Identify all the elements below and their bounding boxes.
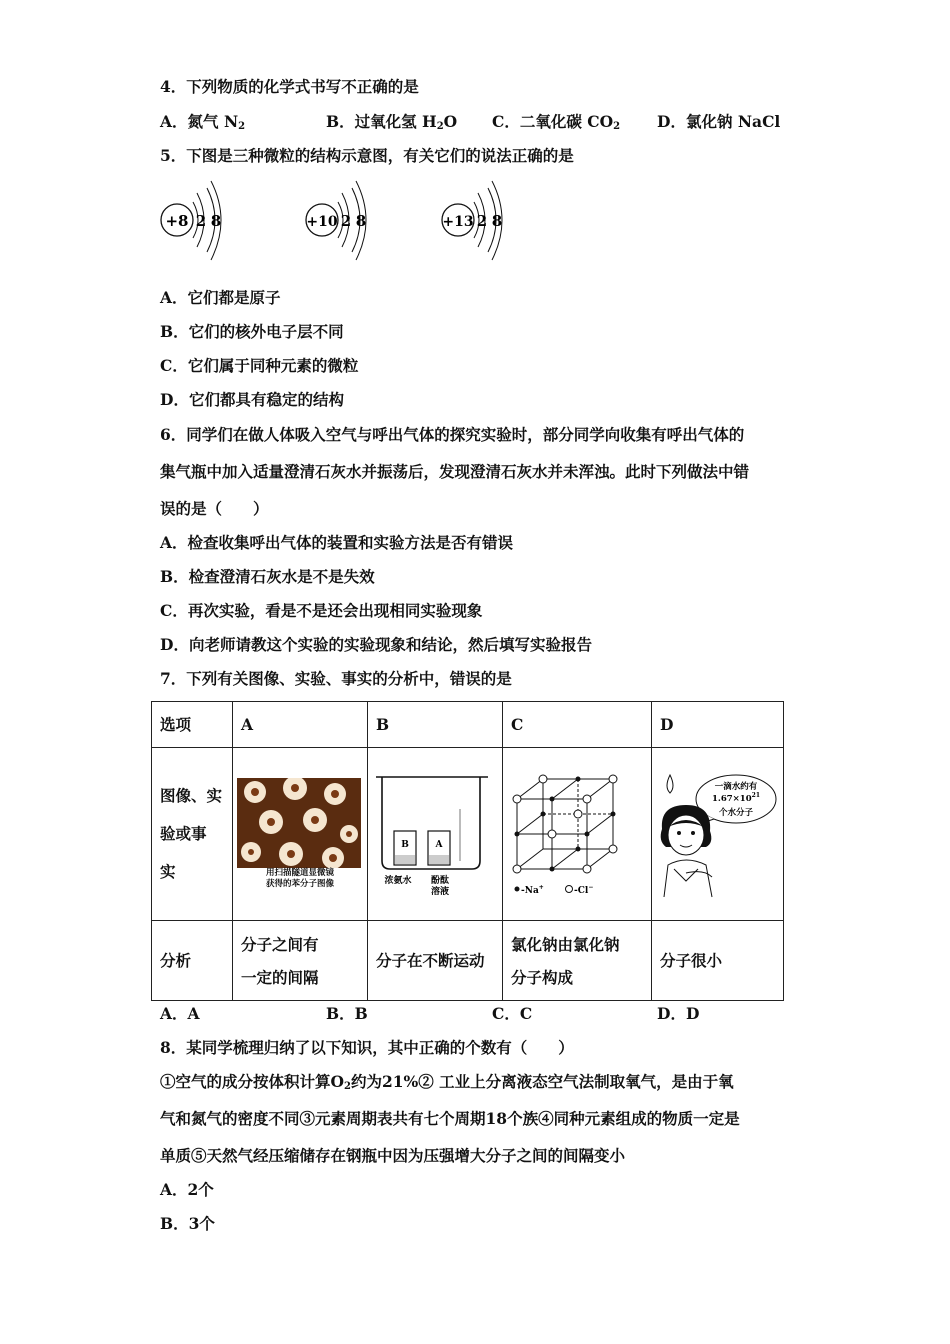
q4-stem: 4．下列物质的化学式书写不正确的是 [160,77,419,96]
q4-option-a: A．氮气 $N_2$ [160,112,246,132]
svg-text:B: B [401,840,409,850]
q6-stem-line-2: 集气瓶中加入适量澄清石灰水并振荡后，发现澄清石灰水并未浑浊。此时下列做法中错 [160,462,750,481]
q6-option-a: A．检查收集呼出气体的装置和实验方法是否有错误 [160,533,514,552]
q8-option-a: A．2个 [160,1180,214,1199]
q8-option-b: B．3个 [160,1214,215,1233]
q7-option-c: C．C [492,1004,533,1023]
q7-analysis-row [152,921,784,1001]
q5-option-a: A．它们都是原子 [160,288,281,307]
q7-header-row [152,702,784,748]
analysis-a-line-2: 一定的间隔 [241,967,319,987]
ammonia-diffusion-apparatus [372,769,498,899]
header-b: B [368,702,503,748]
svg-text:1.67×1021: $1.67\times 10^{21}$ [711,792,761,804]
q6-option-b: B．检查澄清石灰水是不是失效 [160,567,375,586]
q5-option-b: B．它们的核外电子层不同 [160,322,344,341]
analysis-label: 分析 [152,921,233,1001]
svg-text:+10: +10 [306,214,338,230]
analysis-c-line-2: 分子构成 [511,967,574,987]
atom-diagram-3 [436,176,526,266]
q5-stem: 5．下图是三种微粒的结构示意图，有关它们的说法正确的是 [160,146,574,165]
analysis-d-line-1: 分子很小 [660,951,723,970]
q7-figure-row [152,748,784,921]
analysis-c-line-1: 氯化钠由氯化钠 [511,934,620,954]
figure-d-cell [652,748,784,921]
nacl-lattice-diagram [509,769,643,899]
q5-option-c: C．它们属于同种元素的微粒 [160,356,359,375]
svg-text:2: 2 [340,212,352,230]
svg-text:+8: +8 [165,212,189,230]
q7-option-a: A．A [160,1004,200,1023]
q7-option-d: D．D [657,1004,700,1023]
header-c: C [503,702,652,748]
q4-option-b: B．过氧化氢 $H_2O$ [326,112,458,132]
svg-text:溶液: 溶液 [430,887,450,897]
q8-statement-line-1: ①空气的成分按体积计算$O_2$约为21%② 工业上分离液态空气法制取氧气，是由于氧 [160,1072,734,1092]
svg-text:8: 8 [491,212,503,230]
analysis-b [368,921,503,1001]
figure-row-label-line: 实 [160,862,176,881]
svg-text:A: A [435,840,443,850]
q7-table [151,701,784,1001]
analysis-d [652,921,784,1001]
analysis-a-line-1: 分子之间有 [241,934,319,954]
header-option: 选项 [152,702,233,748]
svg-text:-Na+: -Na+ [521,884,544,896]
svg-text:+13: +13 [442,214,474,230]
svg-text:2: 2 [476,212,488,230]
svg-text:个水分子: 个水分子 [718,808,754,818]
q6-stem-line-3: 误的是（ ） [160,499,269,518]
q7-option-b: B．B [326,1004,368,1023]
svg-text:浓氨水: 浓氨水 [384,876,412,886]
figure-row-label [152,748,233,921]
svg-text:2: 2 [195,212,207,230]
header-a: A [233,702,368,748]
figure-a-cell [233,748,368,921]
q5-option-d: D．它们都具有稳定的结构 [160,390,344,409]
q8-stem: 8．某同学梳理归纳了以下知识，其中正确的个数有（ ） [160,1038,574,1057]
q7-stem: 7．下列有关图像、实验、事实的分析中，错误的是 [160,669,512,688]
q8-statement-line-3: 单质⑤天然气经压缩储存在钢瓶中因为压强增大分子之间的间隔变小 [160,1146,626,1165]
figure-b-cell [368,748,503,921]
analysis-b-line-1: 分子在不断运动 [376,951,485,970]
svg-text:-Cl−: -Cl− [574,884,594,896]
q6-stem-line-1: 6．同学们在做人体吸入空气与呼出气体的探究实验时，部分同学向收集有呼出气体的 [160,425,745,444]
figure-row-label-line: 图像、实 [160,786,223,805]
q6-option-d: D．向老师请教这个实验的实验现象和结论，然后填写实验报告 [160,635,592,654]
q4-option-c: C．二氧化碳 $CO_2$ [492,112,621,132]
stm-benzene-image [237,778,361,868]
atom-diagram-1 [155,176,245,266]
svg-text:8: 8 [355,212,367,230]
header-d: D [652,702,784,748]
q4-option-d: D．氯化钠 NaCl [657,112,781,131]
svg-text:一滴水约有: 一滴水约有 [714,782,758,792]
figure-a-caption-2: 获得的苯分子图像 [265,879,334,889]
figure-c-cell [503,748,652,921]
svg-text:酚酞: 酚酞 [430,876,450,886]
q6-option-c: C．再次实验，看是不是还会出现相同实验现象 [160,601,483,620]
svg-text:8: 8 [210,212,222,230]
atom-diagram-2 [300,176,390,266]
q8-statement-line-2: 气和氮气的密度不同③元素周期表共有七个周期18个族④同种元素组成的物质一定是 [160,1109,740,1128]
analysis-c [503,921,652,1001]
figure-a-caption-1: 用扫描隧道显微镜 [265,868,334,878]
analysis-a [233,921,368,1001]
figure-row-label-line: 验或事 [160,824,207,843]
water-droplet-girl-cartoon [656,769,778,899]
